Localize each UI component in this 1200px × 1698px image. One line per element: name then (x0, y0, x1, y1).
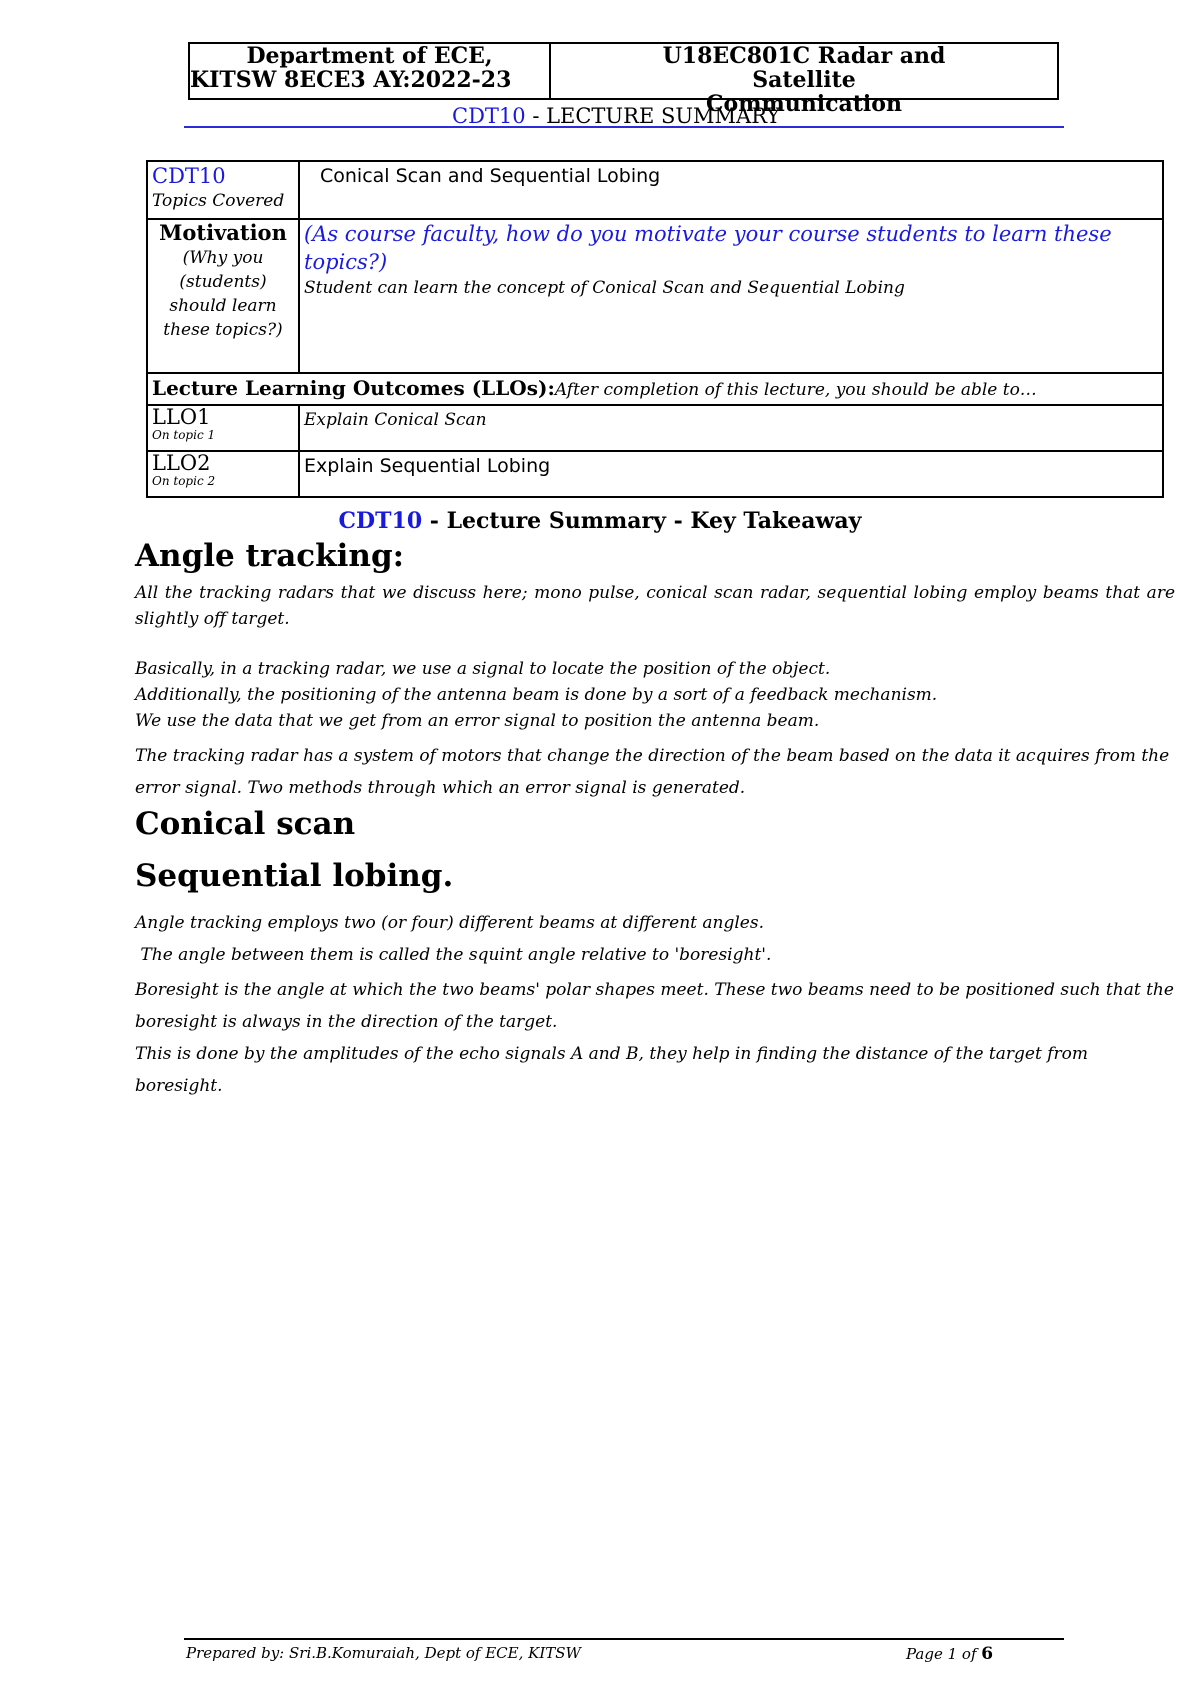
key-takeaway-title (0, 508, 1200, 534)
paragraph-error-signal: We use the data that we get from an error signal to position the antenna beam. (135, 711, 820, 731)
footer-page-prefix: Page (906, 1645, 948, 1663)
paragraph-tracking-radars: All the tracking radars that we discuss here; mono pulse, conical scan radar, sequential lobing employ beams that are slightly off target. (135, 583, 1175, 629)
llo1-label: LLO1 (152, 405, 211, 429)
footer-page-current: 1 (947, 1645, 958, 1663)
paragraph-boresight: Boresight is the angle at which the two beams' polar shapes meet. These two beams need to be positioned such that the boresight is always in the direction of the target. (135, 980, 1174, 1032)
llo1-row (147, 405, 1163, 451)
heading-sequential-lobing: Sequential lobing. (135, 858, 454, 894)
llo-header-tail: After completion of this lecture, you should be able to… (554, 380, 1037, 400)
cdt-code: CDT10 (152, 164, 226, 188)
motivation-heading: Motivation (159, 220, 287, 245)
llo2-label-cell (147, 451, 299, 497)
llo-header-cell (147, 373, 1163, 405)
footer-rule (184, 1638, 1064, 1640)
key-takeaway-text: - Lecture Summary - Key Takeaway (422, 508, 862, 534)
lecture-summary-table (146, 160, 1164, 498)
paragraph-basically: Basically, in a tracking radar, we use a signal to locate the position of the object. (135, 659, 831, 679)
paragraph-two-beams: Angle tracking employs two (or four) different beams at different angles. (135, 913, 764, 933)
header-department-line2: KITSW 8ECE3 AY:2022-23 (190, 67, 512, 93)
topics-covered-label: Topics Covered (152, 191, 285, 211)
paragraph-squint-angle: The angle between them is called the squint angle relative to 'boresight'. (135, 945, 772, 965)
llo-header-row (147, 373, 1163, 405)
header-course-line2: Satellite (752, 67, 856, 93)
motivation-label-cell (147, 219, 299, 373)
motivation-answer: Student can learn the concept of Conical Scan and Sequential Lobing (304, 278, 905, 298)
llo2-sublabel: On topic 2 (152, 474, 216, 488)
motivation-subtext: (Why you (students) should learn these topics?) (163, 248, 283, 340)
header-department-box (188, 42, 550, 100)
llo1-text: Explain Conical Scan (299, 405, 1163, 451)
heading-conical-scan: Conical scan (135, 806, 356, 842)
llo2-row (147, 451, 1163, 497)
llo-header-text: Lecture Learning Outcomes (LLOs): (152, 376, 555, 400)
paragraph-amplitudes: This is done by the amplitudes of the echo signals A and B, they help in finding the distance of the target from boresight. (135, 1044, 1088, 1096)
heading-angle-tracking: Angle tracking: (135, 538, 405, 574)
motivation-content-cell (299, 219, 1163, 373)
paragraph-additionally: Additionally, the positioning of the antenna beam is done by a sort of a feedback mechanism. (135, 685, 938, 705)
llo1-sublabel: On topic 1 (152, 428, 216, 442)
cdt-cell (147, 161, 299, 219)
llo1-label-cell (147, 405, 299, 451)
llo2-text: Explain Sequential Lobing (299, 451, 1163, 497)
header-course-line3: Communication (706, 91, 902, 117)
paragraph-motors: The tracking radar has a system of motors that change the direction of the beam based on the data it acquires from the error signal. Two methods through which an error signal is generated. (135, 746, 1170, 798)
title-underline (184, 126, 1064, 128)
motivation-question: (As course faculty, how do you motivate your course students to learn these topics?) (304, 222, 1112, 274)
header-course-line1: U18EC801C Radar and (662, 43, 946, 69)
footer-page-total: 6 (981, 1644, 994, 1664)
document-title-code: CDT10 (452, 104, 526, 128)
footer-prepared-by: Prepared by: Sri.B.Komuraiah, Dept of ECE, KITSW (186, 1644, 581, 1662)
footer-page-of: of (957, 1645, 982, 1663)
key-takeaway-code: CDT10 (338, 508, 423, 534)
topics-row (147, 161, 1163, 219)
topics-covered-text: Conical Scan and Sequential Lobing (299, 161, 1163, 219)
footer-page-number (906, 1644, 993, 1664)
document-title (184, 104, 1064, 128)
header-department-line1: Department of ECE, (246, 43, 493, 69)
header-course-box (549, 42, 1059, 117)
llo2-label: LLO2 (152, 451, 211, 475)
document-title-text: - LECTURE SUMMARY (525, 104, 781, 128)
motivation-row (147, 219, 1163, 373)
